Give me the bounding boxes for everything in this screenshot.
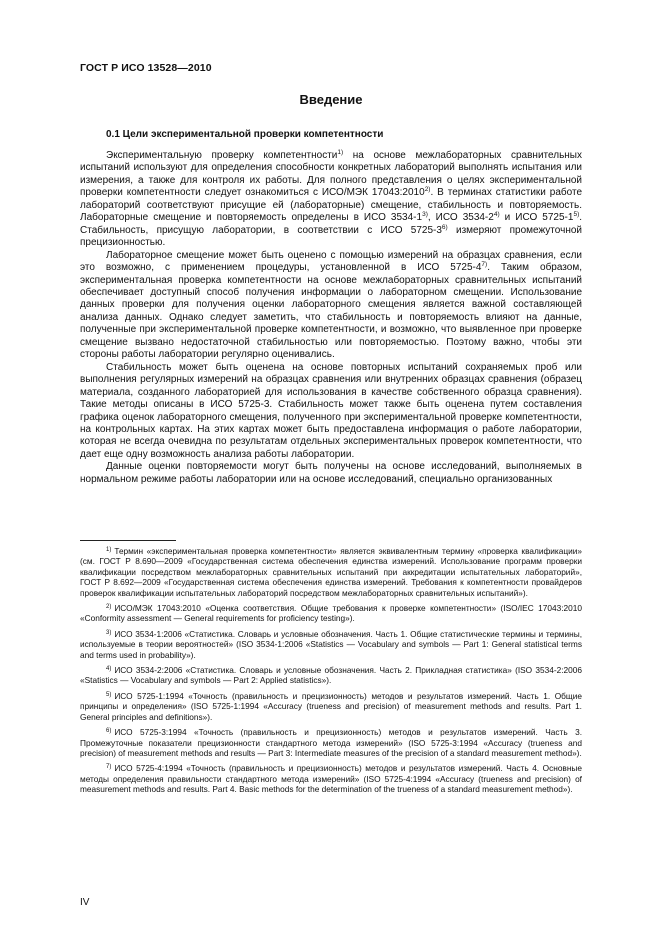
- footnote: [80, 691, 582, 722]
- footnote-text: ИСО/МЭК 17043:2010 «Оценка соответствия. Общие требования к проверке компетентности» (ISO/IEC 17043:2010 «Conformity assessment — General requirements for proficiency testing»).: [80, 603, 582, 624]
- paragraph-text: Лабораторное смещение может быть оценено с помощью измерений на образцах сравнения, если это возможно, с применением процедуры, установленной в ИСО 5725-4: [80, 249, 582, 274]
- paragraph-text: Данные оценки повторяемости могут быть получены на основе исследований, выполняемых в нормальном режиме работы лаборатории или на основе исследований, специально организованных: [80, 461, 582, 485]
- footnote: [80, 665, 582, 686]
- footnote-ref: 7): [481, 261, 488, 269]
- footnote-number: 4): [106, 666, 112, 673]
- paragraph: [80, 461, 582, 486]
- footnote-text: ИСО 5725-3:1994 «Точность (правильность и прецизионность) методов и результатов измерений. Часть 3. Промежуточные показатели прецизионности стандартного метода измерений» (ISO 5725-3:1994 «Accuracy (trueness and precision) of measurement methods and results — Part 3: Intermediate measures of the precision of a standard measurement method»).: [80, 727, 582, 758]
- footnote-ref: 3): [422, 211, 428, 219]
- paragraph-text: на основе межлабораторных сравнительных испытаний используют для определения способности конкретных лабораторий выполнять испытания или измерения, а также для контроля их работы. Для полного представления о целях экспериментальной проверки компетентности следует ознакомиться с ИСО/МЭК 17043:2010: [80, 150, 582, 199]
- paragraph: [80, 362, 582, 462]
- paragraph-text: . Стабильность, присущую лаборатории, в соответствии с ИСО 5725-3: [80, 212, 583, 236]
- footnote-ref: 4): [493, 211, 500, 219]
- paragraph: [80, 250, 582, 362]
- paragraph-text: Экспериментальную проверку компетентности: [106, 150, 338, 161]
- page-title: Введение: [299, 92, 363, 107]
- footnote-text: ИСО 5725-4:1994 «Точность (правильность и прецизионность) методов и результатов измерений. Часть 4. Основные методы определения правильности стандартного метода измерений» (ISO 5725-4:1994 «Accuracy (trueness and precision) of measurement methods and results. Part 4. Basic methods for the determination of the trueness of a standard measurement method»).: [80, 763, 582, 795]
- paragraph-text: Стабильность может быть оценена на основе повторных испытаний сохраняемых проб или выполнения регулярных измерений на образцах сравнения или внутренних образцах сравнения (образец материала, созданного лабораторией для использования в качестве собственного образца сравнения). Такие методы описаны в ИСО 5725-3. Стабильность может также быть оценена путем составления графика оценок лабораторного смещения, полученного при экспериментальной проверке компетентности, на контрольных картах. На этих картах может быть предоставлена информация о работе лаборатории, которая не всегда очевидна по результатам отдельных экспериментальных проверок компетентности, что дает еще одну возможность анализа работы лаборатории.: [80, 361, 582, 460]
- footnote-text: ИСО 3534-1:2006 «Статистика. Словарь и условные обозначения. Часть 1. Общие статистические термины и термины, используемые в теории вероятностей» (ISO 3534-1:2006 «Statistics — Vocabulary and symbols — Part 1: General statistical terms and terms used in probability»).: [80, 628, 582, 660]
- footnote: [80, 603, 582, 624]
- footnote-divider: [80, 540, 176, 541]
- page-number: IV: [80, 897, 90, 908]
- footnote-number: 1): [106, 547, 112, 553]
- paragraph: [80, 150, 582, 250]
- paragraph-text: измеряют промежуточной прецизионностью.: [80, 224, 583, 249]
- body-text: [80, 150, 582, 486]
- footnote-text: ИСО 5725-1:1994 «Точность (правильность и прецизионность) методов и результатов измерений. Часть 1. Общие принципы и определения» (ISO 5725-1:1994 «Accuracy (trueness and precision) of measurement methods and results. Part 1. General principles and definitions»).: [80, 690, 582, 722]
- footnote-number: 5): [106, 691, 112, 698]
- footnote-text: Термин «экспериментальная проверка компетентности» является эквивалентным термину «проверка квалификации» (см. ГОСТ Р 8.690—2009 «Государственная система обеспечения единства измерений. Использование программ проверки квалификации посредством межлабораторных сравнительных испытаний при аккредитации испытательных лабораторий», ГОСТ Р 8.692—2009 «Государственная система обеспечения единства измерений. Требования к компетентности провайдеров проверок квалификации испытательных лабораторий посредством межлабораторных сравнительных испытаний»).: [80, 546, 582, 598]
- footnote-ref: 1): [337, 149, 344, 156]
- footnote: [80, 763, 582, 794]
- paragraph-text: , ИСО 3534-2: [427, 212, 494, 224]
- footnote-ref: 6): [441, 223, 448, 231]
- paragraph-text: . В терминах статистики работе лабораторий соответствуют присущие ей (лабораторные) смещение, стабильность и повторяемость. Лабораторные смещение и повторяемость определены в ИСО 3534-1: [80, 187, 583, 224]
- footnote-ref: 2): [424, 186, 431, 194]
- footnotes: [80, 546, 582, 800]
- footnote: [80, 727, 582, 758]
- paragraph-text: и ИСО 5725-1: [499, 212, 574, 224]
- footnote-number: 6): [106, 728, 112, 735]
- footnote: [80, 629, 582, 660]
- standard-id-header: ГОСТ Р ИСО 13528—2010: [80, 62, 212, 74]
- paragraph-text: . Таким образом, экспериментальная проверка компетентности на основе межлабораторных сравнительных испытаний обеспечивает доступный способ получения информации о лабораторном смещении. Использование данных проверки для получения оценки лабораторного смещения является важной составляющей анализа данных. Однако следует заметить, что стабильность и повторяемость влияют на данные, полученные при экспериментальной проверке компетентности, и возможно, что выявленное при проверке смещение вызвано недостаточной стабильностью или повторяемостью. Поэтому важно, чтобы эти стороны работы лаборатории регулярно оценивались.: [80, 262, 582, 361]
- footnote-ref: 5): [573, 211, 580, 219]
- footnote-number: 2): [106, 604, 112, 611]
- footnote-number: 7): [106, 764, 112, 771]
- footnote-text: ИСО 3534-2:2006 «Статистика. Словарь и условные обозначения. Часть 2. Прикладная статистика» (ISO 3534-2:2006 «Statistics — Vocabulary and symbols — Part 2: Applied statistics»).: [80, 665, 582, 686]
- footnote: [80, 546, 582, 598]
- footnote-number: 3): [106, 629, 112, 636]
- section-heading: 0.1 Цели экспериментальной проверки компетентности: [106, 129, 384, 140]
